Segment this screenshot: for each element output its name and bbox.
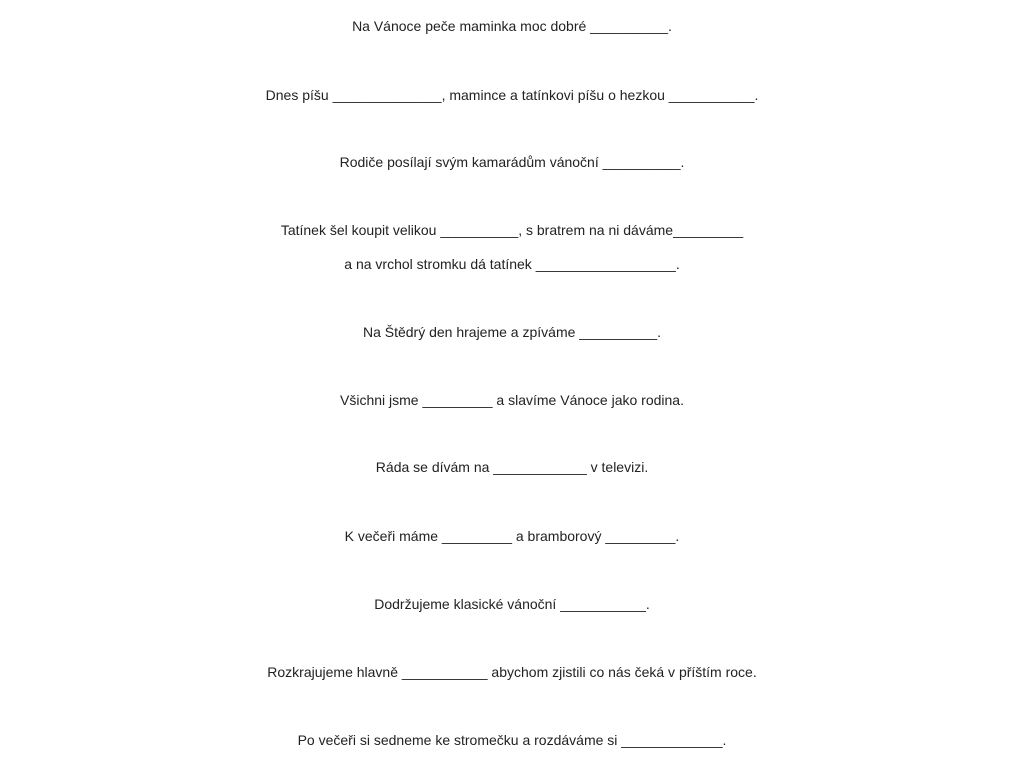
sentence-11: Po večeři si sedneme ke stromečku a rozdáváme si _____________. [297,732,727,748]
sentence-5: Na Štědrý den hrajeme a zpíváme __________. [362,324,662,340]
sentence-4: Tatínek šel koupit velikou __________, s bratrem na ni dáváme_________ [280,222,744,238]
sentence-4-continued: a na vrchol stromku dá tatínek __________________. [344,256,680,272]
sentence-8: K večeři máme _________ a bramborový _________. [344,528,680,544]
sentence-9: Dodržujeme klasické vánoční ___________. [374,596,650,612]
sentence-10: Rozkrajujeme hlavně ___________ abychom zjistili co nás čeká v příštím roce. [267,664,757,680]
sentence-1: Na Vánoce peče maminka moc dobré __________. [352,18,672,34]
sentence-2: Dnes píšu ______________, mamince a tatínkovi píšu o hezkou ___________. [265,87,759,103]
sentence-7: Ráda se dívám na ____________ v televizi. [375,459,649,475]
sentence-3: Rodiče posílají svým kamarádům vánoční __________. [339,154,685,170]
sentence-6: Všichni jsme _________ a slavíme Vánoce jako rodina. [340,392,684,408]
